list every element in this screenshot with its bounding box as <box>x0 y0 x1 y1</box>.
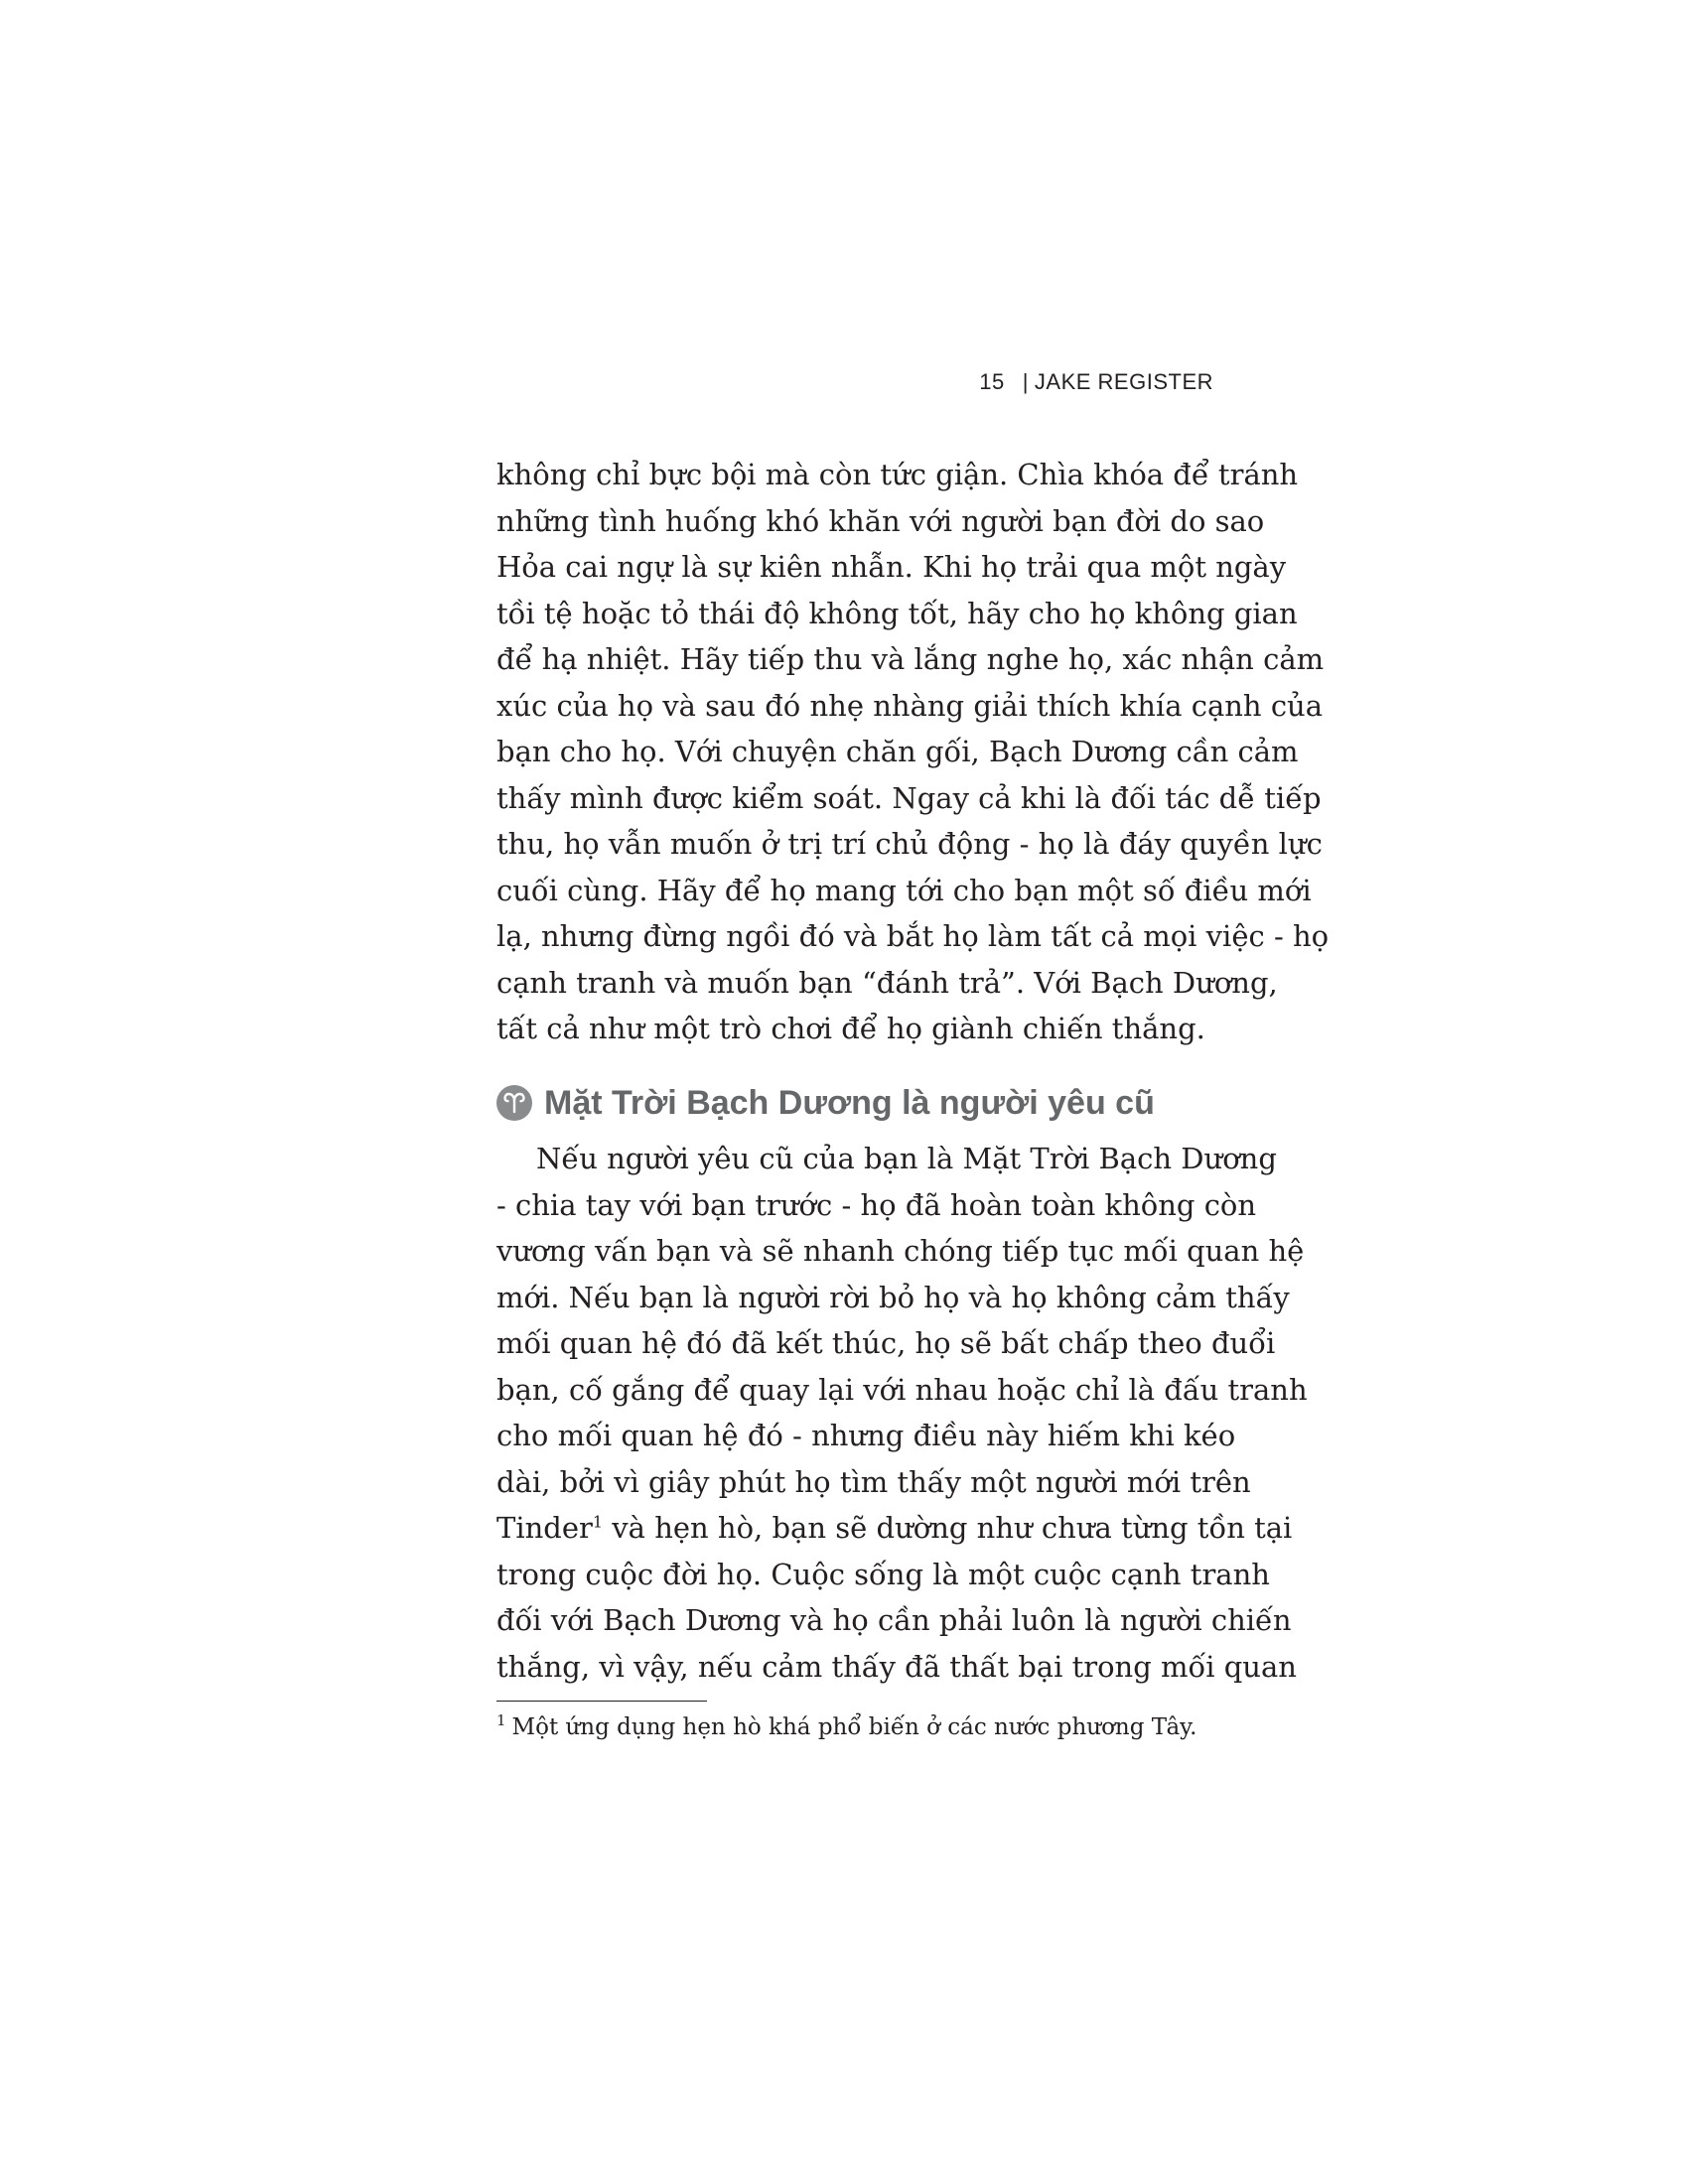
text-line: xúc của họ và sau đó nhẹ nhàng giải thích khía cạnh của <box>496 688 1324 723</box>
footnote <box>496 1711 1197 1740</box>
tinder-word: Tinder <box>496 1511 593 1545</box>
text-line: đối với Bạch Dương và họ cần phải luôn là người chiến <box>496 1603 1292 1637</box>
text-line: tất cả như một trò chơi để họ giành chiến thắng. <box>496 1012 1205 1045</box>
text-line: cuối cùng. Hãy để họ mang tới cho bạn một số điều mới <box>496 873 1312 907</box>
text-line: tồi tệ hoặc tỏ thái độ không tốt, hãy cho họ không gian <box>496 596 1298 630</box>
text-line: thấy mình được kiểm soát. Ngay cả khi là đối tác dễ tiếp <box>496 780 1322 815</box>
aries-glyph <box>502 1092 526 1114</box>
text-line: dài, bởi vì giây phút họ tìm thấy một người mới trên <box>496 1464 1251 1499</box>
text-line: những tình huống khó khăn với người bạn đời do sao <box>496 503 1265 538</box>
tinder-line-rest: và hẹn hò, bạn sẽ dường như chưa từng tồn tại <box>603 1511 1293 1545</box>
footnote-number: 1 <box>496 1711 506 1730</box>
footnote-reference[interactable]: 1 <box>592 1512 604 1532</box>
text-line: bạn cho họ. Với chuyện chăn gối, Bạch Dương cần cảm <box>496 735 1299 768</box>
footnote-divider <box>496 1701 707 1702</box>
paragraph-2 <box>496 1136 1308 1690</box>
text-line: cho mối quan hệ đó - nhưng điều này hiếm khi kéo <box>496 1419 1236 1452</box>
text-line: thắng, vì vậy, nếu cảm thấy đã thất bại trong mối quan <box>496 1649 1297 1684</box>
text-line: không chỉ bực bội mà còn tức giận. Chìa khóa để tránh <box>496 458 1299 491</box>
text-line: - chia tay với bạn trước - họ đã hoàn toàn không còn <box>496 1187 1257 1222</box>
text-line: Nếu người yêu cũ của bạn là Mặt Trời Bạch Dương <box>536 1142 1277 1175</box>
author-name: JAKE REGISTER <box>1034 369 1213 394</box>
running-header <box>979 369 1213 395</box>
text-line: thu, họ vẫn muốn ở trị trí chủ động - họ là đáy quyền lực <box>496 827 1323 861</box>
footnote-text: Một ứng dụng hẹn hò khá phổ biến ở các nước phương Tây. <box>511 1714 1197 1740</box>
text-line: Hỏa cai ngự là sự kiên nhẫn. Khi họ trải qua một ngày <box>496 550 1287 584</box>
header-separator: | <box>1022 369 1029 394</box>
text-line: mới. Nếu bạn là người rời bỏ họ và họ không cảm thấy <box>496 1280 1290 1314</box>
text-line: vương vấn bạn và sẽ nhanh chóng tiếp tục mối quan hệ <box>496 1234 1305 1268</box>
text-line: lạ, nhưng đừng ngồi đó và bắt họ làm tất cả mọi việc - họ <box>496 919 1330 953</box>
page-number: 15 <box>979 369 1005 394</box>
paragraph-1 <box>496 452 1330 1052</box>
text-line: trong cuộc đời họ. Cuộc sống là một cuộc cạnh tranh <box>496 1557 1270 1591</box>
text-line: cạnh tranh và muốn bạn “đánh trả”. Với Bạch Dương, <box>496 965 1278 1000</box>
section-title: Mặt Trời Bạch Dương là người yêu cũ <box>544 1083 1155 1122</box>
section-heading <box>496 1078 1155 1128</box>
text-line-with-footnote <box>496 1505 1293 1552</box>
text-line: bạn, cố gắng để quay lại với nhau hoặc chỉ là đấu tranh <box>496 1372 1308 1407</box>
text-line: mối quan hệ đó đã kết thúc, họ sẽ bất chấp theo đuổi <box>496 1326 1276 1360</box>
aries-icon <box>496 1085 532 1121</box>
text-line: để hạ nhiệt. Hãy tiếp thu và lắng nghe họ, xác nhận cảm <box>496 642 1325 676</box>
